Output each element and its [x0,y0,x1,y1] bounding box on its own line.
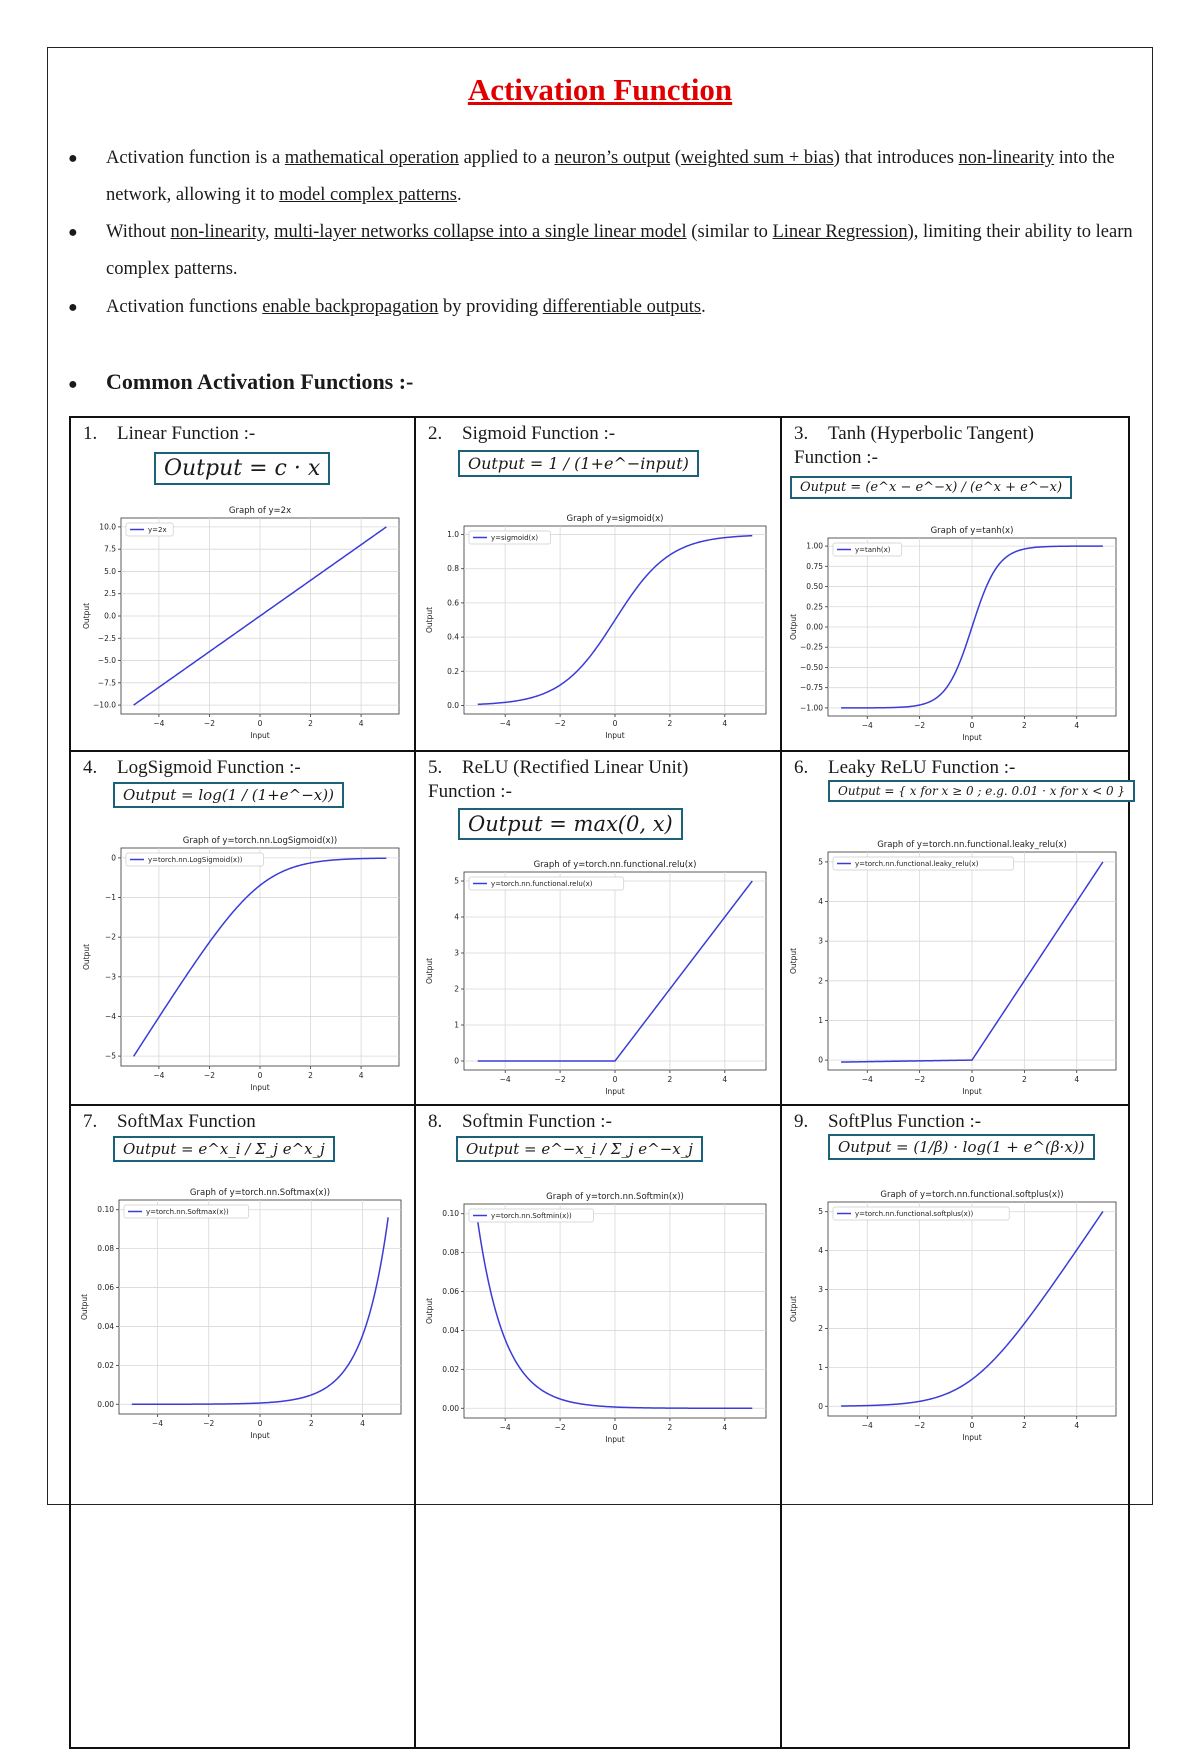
underlined-term: non-linearity, [170,222,270,242]
x-tick-label: −4 [499,719,511,728]
underlined-term: enable backpropagation [262,297,439,317]
underlined-term: neuron’s output [554,148,671,168]
function-title: 9. SoftPlus Function :- [794,1111,982,1132]
chart-title: Graph of y=torch.nn.functional.relu(x) [533,860,697,870]
y-tick-label: −7.5 [97,678,116,688]
formula-text: Output = max(0, x) [468,812,673,836]
y-tick-label: 5.0 [104,566,116,576]
function-title: 8. Softmin Function :- [428,1111,612,1132]
legend-label: y=tanh(x) [855,546,891,554]
y-axis-label: Output [425,957,434,985]
y-tick-label: −2.5 [97,633,116,643]
y-tick-label: 0 [454,1056,459,1066]
x-tick-label: −2 [914,1075,926,1084]
bullet-text [106,140,1138,214]
legend-label: y=torch.nn.functional.relu(x) [491,880,593,888]
section-heading-text: Common Activation Functions :- [106,369,414,394]
chart-linear [81,502,407,742]
bullet-text [106,214,1138,288]
function-title: 5. ReLU (Rectified Linear Unit) Function :- [428,757,689,802]
chart-relu [424,856,774,1098]
formula-text: Output = log(1 / (1+e^−x)) [123,786,334,804]
formula-text: Output = 1 / (1+e^−input) [468,454,689,473]
y-axis-label: Output [425,1297,434,1325]
y-tick-label: 2 [454,984,459,994]
y-tick-label: 0.08 [97,1244,114,1254]
x-axis-label: Input [962,733,982,742]
x-axis-label: Input [250,1083,270,1092]
function-title: 3. Tanh (Hyperbolic Tangent) Function :- [794,423,1034,468]
y-tick-label: 0.6 [447,598,459,608]
y-tick-label: 7.5 [104,544,116,554]
legend-label: y=torch.nn.Softmin(x)) [491,1212,572,1220]
formula-box [790,476,1072,499]
chart-logsigmoid [81,832,407,1094]
x-tick-label: 2 [1021,1075,1027,1084]
bullet-text-run: Activation functions [106,297,263,317]
y-tick-label: 4 [818,1246,823,1256]
bullet-text-run: . [456,185,462,205]
y-tick-label: 1.0 [447,530,459,540]
y-tick-label: −1 [104,893,116,903]
formula-text: Output = c · x [164,456,321,481]
y-tick-label: 0.08 [442,1248,459,1258]
x-axis-label: Input [605,731,625,740]
x-tick-label: 0 [969,1421,975,1430]
chart-tanh [788,522,1124,744]
x-tick-label: −2 [554,719,566,728]
x-tick-label: 2 [308,719,313,728]
x-tick-label: −4 [861,721,873,730]
chart-title: Graph of y=torch.nn.functional.leaky_relu(x) [877,840,1067,850]
chart-sigmoid [424,510,774,742]
bullet-dot: ● [68,299,78,316]
y-tick-label: 10.0 [99,522,116,532]
y-tick-label: 1.00 [806,541,823,551]
x-tick-label: 0 [257,719,263,728]
y-tick-label: 0.8 [447,564,459,574]
chart-title: Graph of y=torch.nn.functional.softplus(x)) [880,1190,1064,1200]
function-title: 6. Leaky ReLU Function :- [794,757,1016,778]
bullet-text-run: ( [670,148,681,168]
page-title: Activation Function [467,72,733,107]
y-tick-label: 0.00 [442,1403,459,1413]
y-tick-label: 0.10 [97,1205,114,1215]
y-tick-label: 0 [111,853,116,863]
x-tick-label: 2 [1021,721,1027,730]
y-tick-label: 0.02 [442,1364,459,1374]
x-tick-label: 2 [667,719,673,728]
y-tick-label: 0 [818,1055,823,1065]
x-tick-label: 4 [358,1071,364,1080]
formula-box [828,1134,1095,1160]
x-axis-label: Input [962,1433,982,1442]
y-axis-label: Output [82,943,91,971]
y-tick-label: 5 [454,876,459,886]
function-cell [416,752,780,1104]
x-axis-label: Input [605,1087,625,1096]
formula-box [456,1136,703,1162]
bullet-text-run: ) that introduces [833,148,959,168]
underlined-term: non-linearity [958,148,1055,168]
y-tick-label: 4 [818,897,823,907]
y-axis-label: Output [789,947,798,975]
bullet-dot: ● [68,150,78,167]
x-tick-label: 2 [1021,1421,1027,1430]
y-tick-label: 0.04 [442,1325,459,1335]
x-tick-label: 4 [1074,1421,1080,1430]
functions-table [69,416,1130,1749]
bullet-text-run: Without [106,222,171,242]
x-tick-label: −2 [203,719,215,728]
y-tick-label: 0 [818,1401,823,1411]
function-cell [782,1106,1130,1749]
y-tick-label: −4 [104,1011,116,1021]
chart-title: Graph of y=torch.nn.Softmin(x)) [546,1192,684,1202]
x-tick-label: 0 [257,1071,263,1080]
legend-label: y=torch.nn.functional.leaky_relu(x) [855,860,979,868]
function-title: 7. SoftMax Function [83,1111,256,1132]
bullet-text-run: (similar to [686,222,773,242]
x-axis-label: Input [605,1435,625,1444]
underlined-term: weighted sum + bias [680,148,834,168]
x-tick-label: −2 [203,1419,215,1428]
formula-text: Output = (e^x − e^−x) / (e^x + e^−x) [800,480,1063,495]
y-tick-label: −2 [104,932,116,942]
bullet-text-run: ), limiting their ability to learn complex patterns. [106,222,1133,279]
y-tick-label: −0.75 [800,683,823,693]
x-tick-label: 4 [722,1423,728,1432]
y-axis-label: Output [82,602,91,630]
bullet-text-run: . [701,297,706,317]
y-tick-label: 0.06 [97,1283,114,1293]
y-tick-label: 0.04 [97,1321,114,1331]
y-tick-label: −1.00 [800,703,823,713]
x-axis-label: Input [250,1431,270,1440]
underlined-term: model complex patterns [279,185,457,205]
bullet-item [68,214,1138,288]
x-tick-label: 0 [969,721,975,730]
y-tick-label: −5 [104,1051,116,1061]
y-tick-label: 0.25 [806,602,823,612]
x-tick-label: −4 [861,1421,873,1430]
bullet-item [68,140,1138,214]
y-axis-label: Output [425,606,434,634]
x-tick-label: 4 [722,719,728,728]
y-tick-label: 3 [818,936,823,946]
y-tick-label: −10.0 [93,700,116,710]
formula-box [458,808,683,840]
y-tick-label: 2 [818,1323,823,1333]
chart-leaky-relu [788,836,1124,1098]
x-tick-label: 2 [308,1071,313,1080]
legend-label: y=sigmoid(x) [491,534,539,542]
x-tick-label: −2 [554,1075,566,1084]
underlined-term: multi-layer networks collapse into a single linear model [274,222,687,242]
y-tick-label: 0.06 [442,1287,459,1297]
y-tick-label: 0.02 [97,1360,114,1370]
bullet-text-run: applied to a [458,148,555,168]
x-tick-label: 0 [612,1423,618,1432]
bullet-text-run: into the network, allowing it to [106,148,1115,205]
function-cell [782,418,1130,750]
x-tick-label: −4 [151,1419,163,1428]
x-axis-label: Input [962,1087,982,1096]
y-tick-label: 0.00 [97,1399,114,1409]
y-tick-label: 5 [818,1207,823,1217]
x-tick-label: −4 [153,1071,165,1080]
y-axis-label: Output [789,613,798,641]
underlined-term: mathematical operation [284,148,459,168]
y-axis-label: Output [80,1293,89,1321]
y-tick-label: 1 [818,1015,823,1025]
bullet-text-run: Activation function is a [106,148,285,168]
function-cell [71,752,414,1104]
x-tick-label: −2 [554,1423,566,1432]
x-tick-label: −2 [914,1421,926,1430]
x-tick-label: 4 [1074,721,1080,730]
y-tick-label: 0.75 [806,561,823,571]
formula-text: Output = e^−x_i / Σ_j e^−x_j [466,1140,693,1158]
legend-label: y=torch.nn.Softmax(x)) [146,1208,229,1216]
function-cell [416,1106,780,1749]
section-heading [68,369,413,395]
formula-text: Output = (1/β) · log(1 + e^(β·x)) [838,1138,1085,1156]
x-tick-label: −4 [499,1075,511,1084]
x-tick-label: 4 [360,1419,365,1428]
y-tick-label: 2.5 [104,589,116,599]
x-tick-label: 0 [257,1419,263,1428]
y-tick-label: −0.25 [800,642,823,652]
x-tick-label: 2 [308,1419,314,1428]
function-cell [71,1106,414,1749]
x-tick-label: −4 [153,719,165,728]
x-tick-label: 0 [612,719,618,728]
y-tick-label: 0.0 [104,611,116,621]
y-tick-label: 4 [454,912,459,922]
chart-title: Graph of y=2x [228,506,292,516]
y-tick-label: 5 [818,857,823,867]
y-tick-label: −5.0 [97,656,116,666]
x-tick-label: 4 [358,719,364,728]
function-cell [416,418,780,750]
y-tick-label: 1 [454,1020,459,1030]
x-tick-label: 2 [667,1075,673,1084]
x-tick-label: −4 [499,1423,511,1432]
function-title: 2. Sigmoid Function :- [428,423,616,444]
bullet-dot: ● [68,224,78,241]
formula-text: Output = { x for x ≥ 0 ; e.g. 0.01 · x for x < 0 } [838,784,1126,798]
legend-label: y=torch.nn.functional.softplus(x)) [855,1210,974,1218]
x-tick-label: −4 [861,1075,873,1084]
legend-label: y=2x [148,526,167,534]
function-cell [71,418,414,750]
function-title: 1. Linear Function :- [83,423,256,444]
formula-box [458,450,699,477]
formula-box [828,780,1135,802]
formula-box [113,782,344,808]
bullet-item [68,289,1138,326]
x-tick-label: 4 [722,1075,728,1084]
y-tick-label: 0.4 [447,632,459,642]
x-tick-label: −2 [203,1071,215,1080]
x-tick-label: 0 [969,1075,975,1084]
function-title: 4. LogSigmoid Function :- [83,757,301,778]
x-tick-label: −2 [914,721,926,730]
formula-box [113,1136,335,1162]
bullet-text [106,289,1138,326]
y-tick-label: 0.50 [806,582,823,592]
underlined-term: Linear Regression [772,222,908,242]
chart-softplus [788,1186,1124,1444]
x-axis-label: Input [250,731,270,740]
chart-title: Graph of y=torch.nn.LogSigmoid(x)) [182,836,338,846]
chart-softmax [79,1184,409,1442]
formula-box [154,452,330,485]
y-tick-label: 1 [818,1362,823,1372]
y-axis-label: Output [789,1295,798,1323]
y-tick-label: 0.00 [806,622,823,632]
x-tick-label: 4 [1074,1075,1080,1084]
y-tick-label: 0.2 [447,666,459,676]
function-cell [782,752,1130,1104]
x-tick-label: 2 [667,1423,673,1432]
chart-title: Graph of y=sigmoid(x) [566,514,664,524]
legend-label: y=torch.nn.LogSigmoid(x)) [148,856,243,864]
y-tick-label: 0.0 [447,700,459,710]
bullet-dot: ● [68,376,78,393]
y-tick-label: −3 [104,972,116,982]
y-tick-label: 2 [818,976,823,986]
x-tick-label: 0 [612,1075,618,1084]
y-tick-label: 0.10 [442,1209,459,1219]
y-tick-label: −0.50 [800,662,823,672]
bullet-text-run: by providing [438,297,543,317]
y-tick-label: 3 [454,948,459,958]
y-tick-label: 3 [818,1285,823,1295]
formula-text: Output = e^x_i / Σ_j e^x_j [123,1140,325,1158]
chart-title: Graph of y=torch.nn.Softmax(x)) [189,1188,331,1198]
underlined-term: differentiable outputs [542,297,702,317]
chart-softmin [424,1188,774,1446]
chart-title: Graph of y=tanh(x) [930,526,1014,536]
